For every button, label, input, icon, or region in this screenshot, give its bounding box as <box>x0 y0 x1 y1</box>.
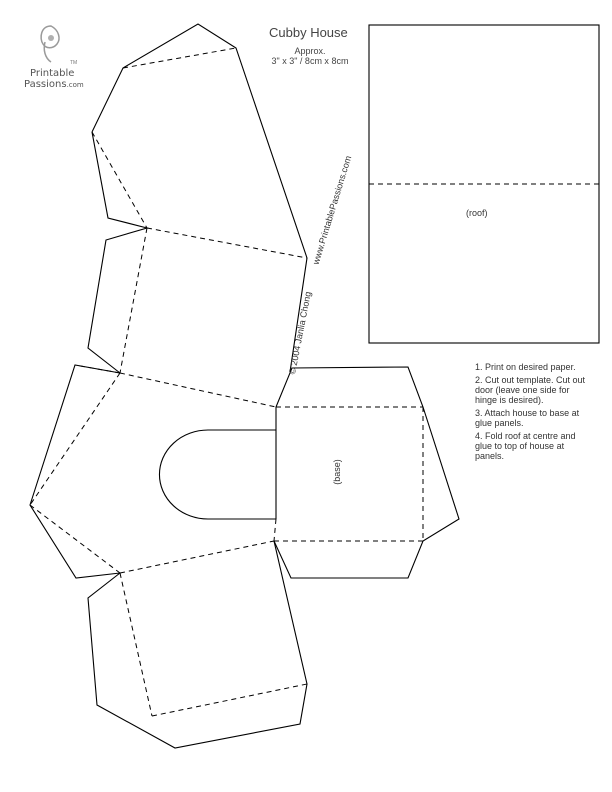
fold-line <box>120 373 276 407</box>
dimensions-label: 3" x 3" / 8cm x 8cm <box>271 56 349 66</box>
fold-line <box>30 373 120 505</box>
fold-line <box>120 541 274 573</box>
cut-line-upper-left <box>88 132 147 373</box>
logo-trademark: TM <box>70 60 78 66</box>
roof-label: (roof) <box>466 208 488 218</box>
base-label: (base) <box>331 459 342 485</box>
logo-name: Passions <box>24 79 67 90</box>
fold-line <box>92 132 147 228</box>
cut-line-left-front <box>30 365 120 578</box>
instructions-list <box>475 362 593 464</box>
fold-line <box>120 573 152 716</box>
website-label: www.PrintablePassions.com <box>310 154 354 266</box>
logo-line-1: Printable <box>30 68 75 79</box>
cut-line-lower-panel <box>88 541 307 748</box>
approx-label: Approx. <box>294 46 326 56</box>
cut-line-top-roof-panel <box>92 24 307 372</box>
instruction-step: 3. Attach house to base at glue panels. <box>475 408 580 428</box>
fold-line <box>152 684 307 716</box>
instruction-step: 1. Print on desired paper. <box>475 362 576 372</box>
roof-panel <box>369 25 599 343</box>
cut-line-base <box>274 367 459 578</box>
instruction-step: 2. Cut out template. Cut out door (leave one side for hinge is desired). <box>475 375 586 405</box>
instruction-step: 4. Fold roof at centre and glue to top of house at panels. <box>475 431 576 461</box>
fold-line <box>274 519 276 541</box>
fold-line <box>30 505 120 573</box>
fold-line <box>147 228 307 258</box>
copyright-label: © 2004 Janlia Chong <box>287 290 313 376</box>
page-title: Cubby House <box>269 25 348 40</box>
fold-line <box>120 228 147 373</box>
door-cutout <box>159 430 276 519</box>
logo-domain: .com <box>66 81 84 89</box>
